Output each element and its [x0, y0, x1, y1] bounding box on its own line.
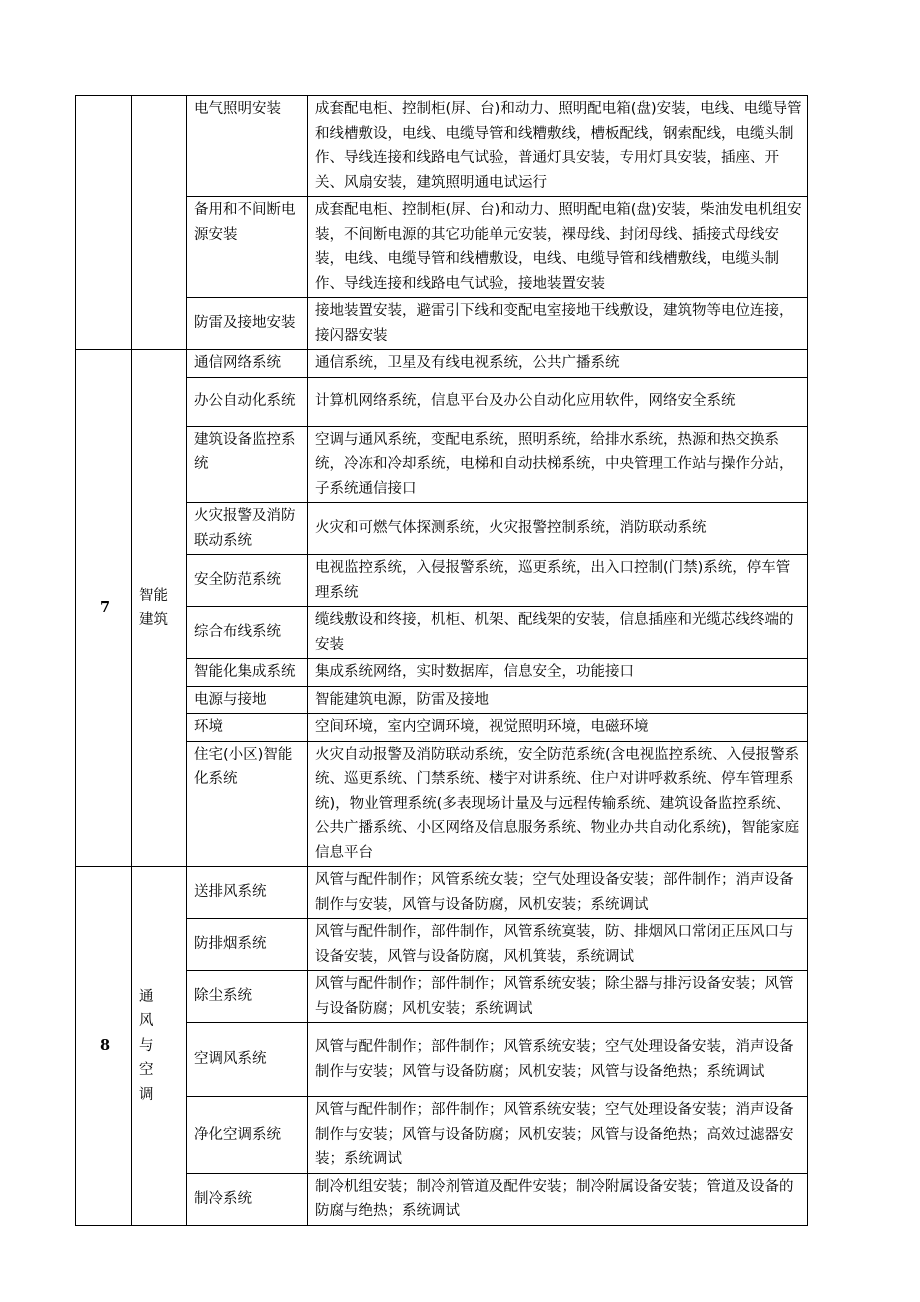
content-cell: 风管与配件制作；风管系统女装；空气处理设备安装；部件制作；消声设备制作与安装，风管与设备防腐，风机安装；系统调试 — [308, 867, 808, 919]
division-name-cell — [132, 96, 187, 350]
content-cell: 空间环境，室内空调环境，视觉照明环境，电磁环境 — [308, 714, 808, 742]
division-name-cell: 智能建筑 — [132, 350, 187, 867]
content-cell: 风管与配件制作，部件制作，风管系统寞装，防、排烟风口常闭正压风口与设备安装，风管与设备防腐，风机箕装，系统调试 — [308, 919, 808, 971]
content-cell: 智能建筑电源，防雷及接地 — [308, 686, 808, 714]
division-number-cell: 7 — [76, 350, 132, 867]
content-cell: 电视监控系统，入侵报警系统，巡更系统，出入口控制(门禁)系统，停车管理系统 — [308, 555, 808, 607]
content-cell: 空调与通风系统，变配电系统，照明系统，给排水系统，热源和热交换系统，冷冻和冷却系统，电梯和自动扶梯系统，中央管理工作站与操作分站，子系统通信接口 — [308, 426, 808, 503]
content-cell: 集成系统网络，实时数据库，信息安全，功能接口 — [308, 659, 808, 687]
subdivision-cell: 智能化集成系统 — [187, 659, 308, 687]
subdivision-cell: 综合布线系统 — [187, 607, 308, 659]
content-cell: 风管与配件制作；部件制作；风管系统安装；空气处理设备安装；消声设备制作与安装；风管与设备防腐；风机安装；风管与设备绝热；高效过滤器安装；系统调试 — [308, 1097, 808, 1174]
subdivision-cell: 制冷系统 — [187, 1173, 308, 1225]
subdivision-cell: 通信网络系统 — [187, 350, 308, 378]
subdivision-cell: 净化空调系统 — [187, 1097, 308, 1174]
subdivision-cell: 防雷及接地安装 — [187, 298, 308, 350]
subdivision-cell: 电气照明安装 — [187, 96, 308, 197]
subdivision-cell: 空调风系统 — [187, 1023, 308, 1097]
content-cell: 风管与配件制作；部件制作；风管系统安装；除尘器与排污设备安装；风管与设备防腐；风机安装；系统调试 — [308, 971, 808, 1023]
table-body — [76, 96, 808, 1226]
subdivision-cell: 安全防范系统 — [187, 555, 308, 607]
subdivision-cell: 办公自动化系统 — [187, 377, 308, 426]
subdivision-cell: 住宅(小区)智能化系统 — [187, 741, 308, 867]
subdivision-cell: 备用和不间断电源安装 — [187, 197, 308, 298]
content-cell: 计算机网络系统，信息平台及办公自动化应用软件，网络安全系统 — [308, 377, 808, 426]
content-cell: 火灾和可燃气体探测系统，火灾报警控制系统，消防联动系统 — [308, 503, 808, 555]
content-cell: 成套配电柜、控制柜(屏、台)和动力、照明配电箱(盘)安装，电线、电缆导管和线槽敷设，电线、电缆导管和线糟敷线，槽板配线，钢索配线，电缆头制作、导线连接和线路电气试验，普通灯具安装，专用灯具安装，插座、开关、风扇安装，建筑照明通电试运行 — [308, 96, 808, 197]
subdivision-cell: 电源与接地 — [187, 686, 308, 714]
division-name-cell: 通风与空调 — [132, 867, 187, 1226]
division-number-cell: 8 — [76, 867, 132, 1226]
subdivision-cell: 送排风系统 — [187, 867, 308, 919]
content-cell: 火灾自动报警及消防联动系统，安全防范系统(含电视监控系统、入侵报警系统、巡更系统、门禁系统、楼宇对讲系统、住户对讲呼救系统、停车管理系统)，物业管理系统(多表现场计量及与远程传输系统、建筑设备监控系统、公共广播系统、小区网络及信息服务系统、物业办共自动化系统)，智能家庭信息平台 — [308, 741, 808, 867]
table-row — [76, 867, 808, 919]
content-cell: 成套配电柜、控制柜(屏、台)和动力、照明配电箱(盘)安装，柴油发电机组安装，不间断电源的其它功能单元安装，裸母线、封闭母线、插接式母线安装，电线、电缆导管和线槽敷设，电线、电缆导管和线槽敷线，电缆头制作、导线连接和线路电气试验，接地装置安装 — [308, 197, 808, 298]
table-row — [76, 96, 808, 197]
content-cell: 通信系统，卫星及有线电视系统，公共广播系统 — [308, 350, 808, 378]
content-cell: 风管与配件制作；部件制作；风管系统安装；空气处理设备安装，消声设备制作与安装；风管与设备防腐；风机安装；风管与设备绝热；系统调试 — [308, 1023, 808, 1097]
table-row — [76, 350, 808, 378]
engineering-division-table — [75, 95, 808, 1226]
subdivision-cell: 火灾报警及消防联动系统 — [187, 503, 308, 555]
subdivision-cell: 防排烟系统 — [187, 919, 308, 971]
content-cell: 制冷机组安装；制冷剂管道及配件安装；制冷附属设备安装；管道及设备的防腐与绝热；系统调试 — [308, 1173, 808, 1225]
content-cell: 缆线敷设和终接，机柜、机架、配线架的安装，信息插座和光缆芯线终端的安装 — [308, 607, 808, 659]
division-number-cell — [76, 96, 132, 350]
subdivision-cell: 除尘系统 — [187, 971, 308, 1023]
subdivision-cell: 环境 — [187, 714, 308, 742]
content-cell: 接地装置安装，避雷引下线和变配电室接地干线敷设，建筑物等电位连接，接闪器安装 — [308, 298, 808, 350]
subdivision-cell: 建筑设备监控系统 — [187, 426, 308, 503]
